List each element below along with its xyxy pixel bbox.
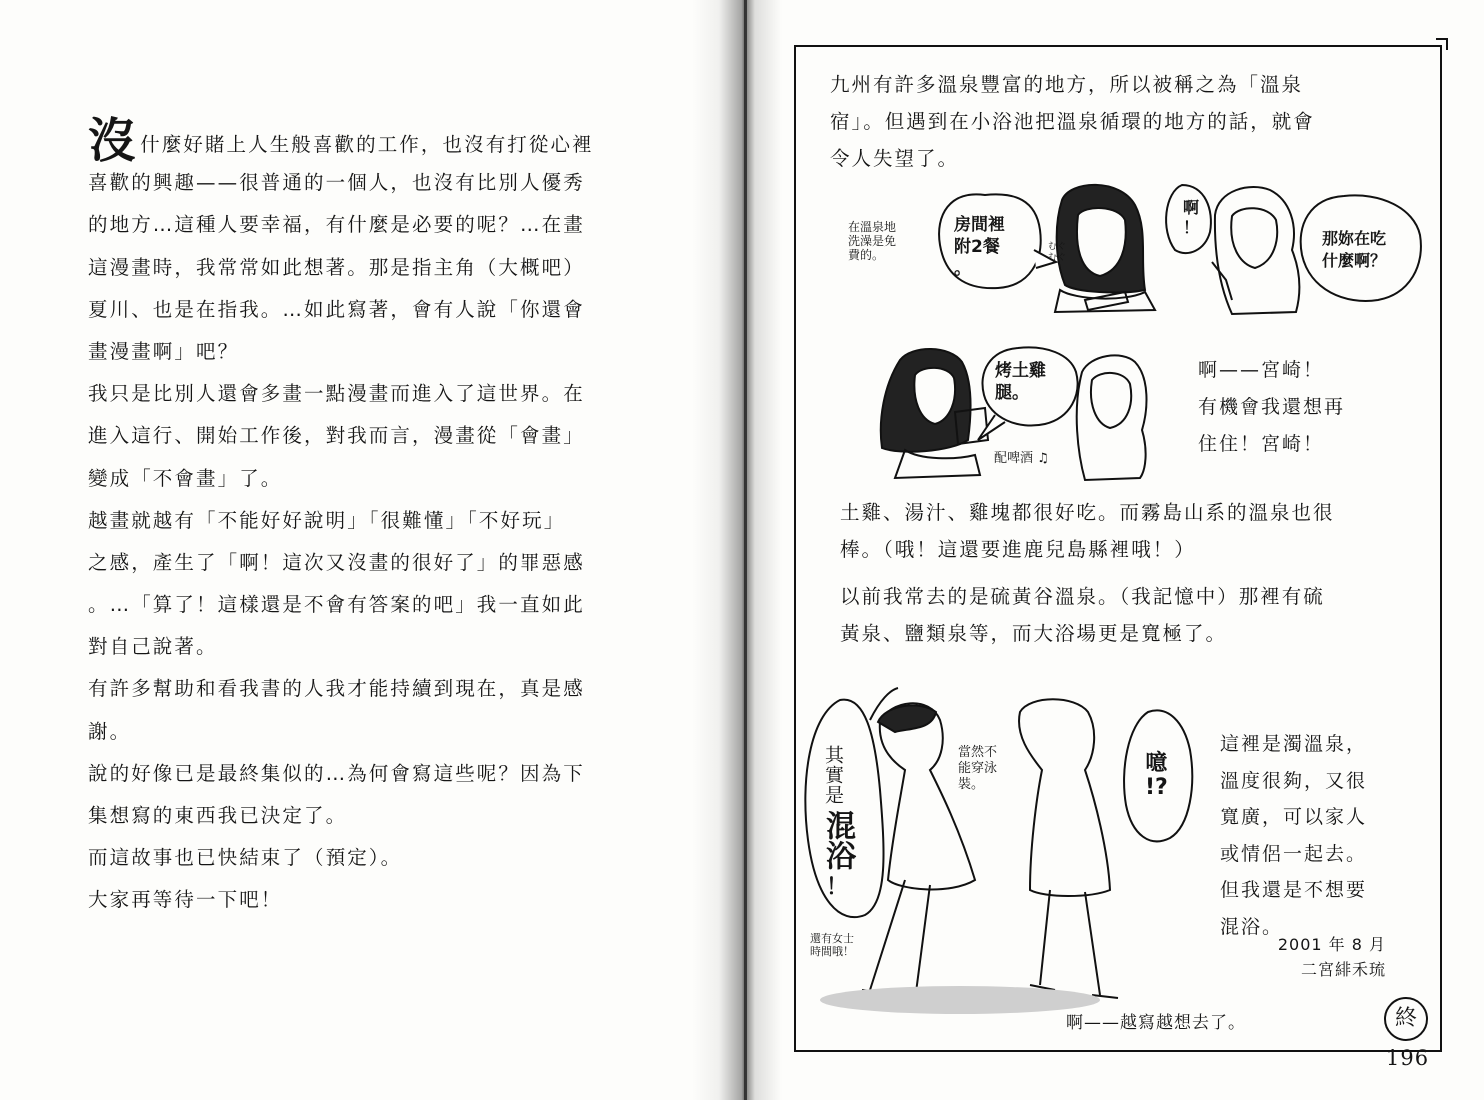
sfx-chewing: むぐ むぐ [1048,242,1067,263]
bubble-text-room-meals: 房間裡 附2餐 。 [954,215,1005,279]
paragraph-line: 令人失望了。 [830,147,960,170]
essay-line: 大家再等待一下吧！ [88,888,283,912]
intro-paragraph [830,66,1315,177]
paragraph-line: 混浴。 [1220,915,1284,938]
essay-line: 集想寫的東西我已決定了。 [88,804,348,827]
food-paragraph [840,494,1335,568]
paragraph-line: 有機會我還想再 [1198,396,1346,418]
miyazaki-exclamation [1198,352,1345,463]
bubble-text-actually: 其實是 [822,745,844,805]
essay-line: 畫漫畫啊」吧？ [88,339,240,363]
paragraph-line: 住住！宮崎！ [1198,433,1325,455]
essay-line: 變成「不會畫」了。 [88,466,283,490]
paragraph-line: 溫度很夠，又很 [1220,769,1368,792]
paragraph-line: 宿」。但遇到在小浴池把溫泉循環的地方的話，就會 [830,110,1315,133]
note-ladies-time: 還有女士 時間哦！ [810,932,854,958]
note-with-beer: 配啤酒 ♫ [994,451,1049,466]
essay-line: 而這故事也已快結束了（預定）。 [88,846,403,870]
paragraph-line: 以前我常去的是硫黃谷溫泉。（我記憶中）那裡有硫 [840,585,1325,608]
paragraph-line: 棒。（哦！這還要進鹿兒島縣裡哦！） [840,538,1196,561]
paragraph-line: 黃泉、鹽類泉等，而大浴場更是寬極了。 [840,622,1228,645]
bubble-text-surprise: 噫 !? [1145,751,1168,800]
essay-dropcap: 沒 [88,113,139,169]
essay-line: 謝。 [88,719,132,743]
paragraph-line: 這裡是濁溫泉， [1220,733,1368,755]
essay-author: 二宮緋禾琉 [1300,960,1386,979]
bubble-text-mixed-bath: 混浴 [820,810,855,870]
essay-line: 。…「算了！這樣還是不會有答案的吧」我一直如此 [88,593,585,617]
essay-line: 越畫就越有「不能好好說明」「很難懂」「不好玩」 [88,508,566,532]
paragraph-line: 土雞、湯汁、雞塊都很好吃。而霧島山系的溫泉也很 [840,501,1335,524]
essay-line: 的地方…這種人要幸福，有什麼是必要的呢？…在畫 [88,213,585,237]
essay-line: 對自己說著。 [88,635,218,659]
end-seal: 終 [1384,997,1428,1041]
nigori-paragraph [1220,726,1367,945]
essay-line: 夏川、也是在指我。…如此寫著，會有人說「你還會 [88,297,585,321]
bubble-text-ah: 啊 ！ [1183,198,1200,237]
panel3-art [805,688,1192,1014]
bottom-caption: 啊——越寫越想去了。 [1066,1013,1246,1033]
girl-in-towel-right-illustration [1019,699,1110,896]
paragraph-line: 寬廣，可以家人 [1220,806,1368,828]
note-no-swimsuit: 當然不 能穿泳 裝。 [958,745,998,792]
essay-line: 有許多幫助和看我書的人我才能持續到現在，真是感 [88,677,585,701]
page-number: 196 [1386,1046,1430,1070]
bubble-text-exclaim: ！ [826,875,849,900]
essay-line: 沒什麼好賭上人生般喜歡的工作，也沒有打從心裡 [88,113,594,169]
paragraph-line: 九州有許多溫泉豐富的地方，所以被稱之為「溫泉 [830,73,1304,96]
note-free-bath: 在溫泉地 洗澡是免 費的。 [848,220,897,262]
essay-line: 之感，產生了「啊！這次又沒畫的很好了」的罪惡感 [88,550,585,574]
essay-line: 我只是比別人還會多畫一點漫畫而進入了這世界。在 [88,382,585,406]
paragraph-line: 啊——宮崎！ [1198,359,1325,381]
paragraph-line: 或情侶一起去。 [1220,842,1368,865]
essay-line: 說的好像已是最終集似的…為何會寫這些呢？因為下 [88,761,585,785]
essay-line: 進入這行、開始工作後，對我而言，漫畫從「會畫」 [88,424,585,448]
essay-date: 2001 年 8 月 [1277,935,1386,954]
paragraph-line: 但我還是不想要 [1220,879,1368,901]
essay-line: 這漫畫時，我常常如此想著。那是指主角（大概吧） [88,255,585,279]
bubble-text-chicken-leg: 烤土雞 腿。 [995,361,1046,403]
iodani-paragraph [840,578,1325,652]
bubble-text-what-eating: 那妳在吃 什麼啊？ [1322,229,1387,270]
essay-line: 喜歡的興趣——很普通的一個人，也沒有比別人優秀 [88,171,585,195]
ground-shadow [820,986,1100,1014]
